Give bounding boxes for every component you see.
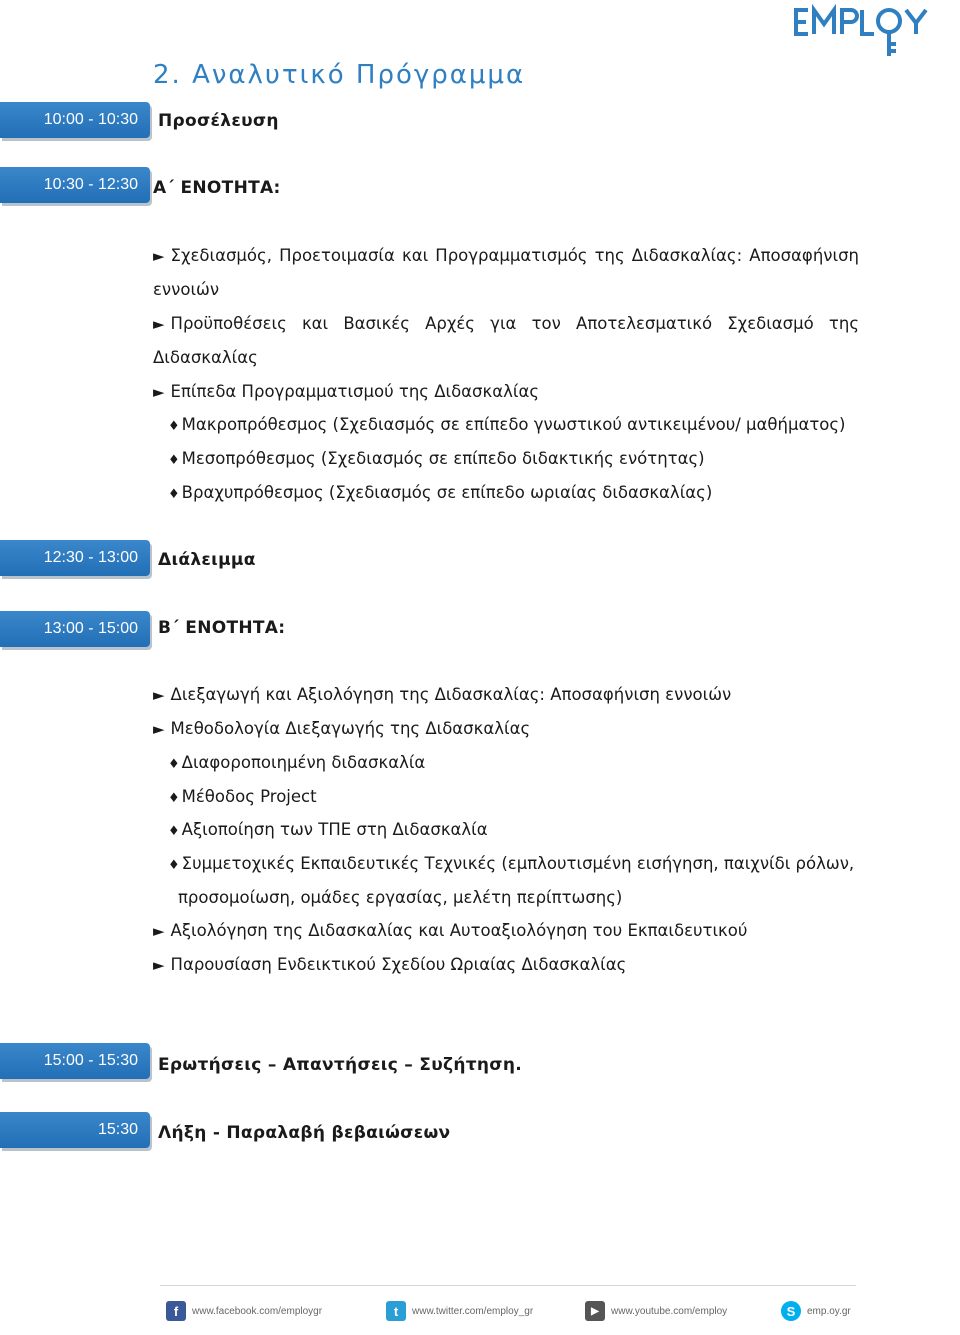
section-b-item-3: ► Αξιολόγηση της Διδασκαλίας και Αυτοαξιολόγηση του Εκπαιδευτικού xyxy=(153,921,748,940)
skype-icon: S xyxy=(781,1301,801,1321)
arrow-bullet-icon: ► xyxy=(153,922,165,940)
page-title: 2. Αναλυτικό Πρόγραμμα xyxy=(153,60,526,90)
section-b-sub-2: ♦ Μέθοδος Project xyxy=(168,787,317,806)
arrow-bullet-icon: ► xyxy=(153,956,165,974)
footer-youtube-link[interactable] xyxy=(585,1300,727,1322)
session-title-break: Διάλειμμα xyxy=(158,550,256,570)
session-title-arrival: Προσέλευση xyxy=(158,111,279,131)
footer-twitter-text: www.twitter.com/employ_gr xyxy=(412,1305,534,1317)
section-a-item-1: ► Σχεδιασμός, Προετοιμασία και Προγραμματισμός της Διδασκαλίας: Αποσαφήνιση xyxy=(153,246,859,265)
arrow-bullet-icon: ► xyxy=(153,247,165,265)
arrow-bullet-icon: ► xyxy=(153,686,165,704)
section-b-sub-4: ♦ Συμμετοχικές Εκπαιδευτικές Τεχνικές (εμπλουτισμένη εισήγηση, παιχνίδι ρόλων, xyxy=(168,854,855,873)
footer-skype-link[interactable] xyxy=(781,1300,851,1322)
arrow-bullet-icon: ► xyxy=(153,720,165,738)
footer-divider xyxy=(160,1285,856,1286)
time-slot-2: 10:30 - 12:30 xyxy=(0,167,150,203)
twitter-icon: t xyxy=(386,1301,406,1321)
section-b-item-2: ► Μεθοδολογία Διεξαγωγής της Διδασκαλίας xyxy=(153,719,531,738)
facebook-icon: f xyxy=(166,1301,186,1321)
section-a-sub-1: ♦ Μακροπρόθεσμος (Σχεδιασμός σε επίπεδο γνωστικού αντικειμένου/ μαθήματος) xyxy=(168,415,846,434)
section-a-item-2-cont: Διδασκαλίας xyxy=(153,348,258,367)
section-b-sub-3: ♦ Αξιοποίηση των ΤΠΕ στη Διδασκαλία xyxy=(168,820,488,839)
session-title-qa: Ερωτήσεις – Απαντήσεις – Συζήτηση. xyxy=(158,1055,522,1075)
section-a-item-1-cont: εννοιών xyxy=(153,280,220,299)
diamond-bullet-icon: ♦ xyxy=(168,419,180,434)
section-b-sub-1: ♦ Διαφοροποιημένη διδασκαλία xyxy=(168,753,426,772)
section-b-item-1: ► Διεξαγωγή και Αξιολόγηση της Διδασκαλίας: Αποσαφήνιση εννοιών xyxy=(153,685,732,704)
diamond-bullet-icon: ♦ xyxy=(168,757,180,772)
diamond-bullet-icon: ♦ xyxy=(168,453,180,468)
footer-twitter-link[interactable] xyxy=(386,1300,533,1322)
diamond-bullet-icon: ♦ xyxy=(168,858,180,873)
session-title-section-a: Α΄ ΕΝΟΤΗΤΑ: xyxy=(153,178,281,198)
section-a-item-3: ► Επίπεδα Προγραμματισμού της Διδασκαλίας xyxy=(153,382,540,401)
time-slot-6: 15:30 xyxy=(0,1112,150,1148)
footer-youtube-text: www.youtube.com/employ xyxy=(611,1305,728,1317)
section-b-item-4: ► Παρουσίαση Ενδεικτικού Σχεδίου Ωριαίας Διδασκαλίας xyxy=(153,955,627,974)
employ-logo xyxy=(794,4,956,60)
section-a-item-2: ► Προϋποθέσεις και Βασικές Αρχές για τον Αποτελεσματικό Σχεδιασμό της xyxy=(153,314,859,333)
diamond-bullet-icon: ♦ xyxy=(168,487,180,502)
arrow-bullet-icon: ► xyxy=(153,315,165,333)
time-slot-1: 10:00 - 10:30 xyxy=(0,102,150,138)
diamond-bullet-icon: ♦ xyxy=(168,791,180,806)
footer-facebook-text: www.facebook.com/employgr xyxy=(192,1305,323,1317)
time-slot-4: 13:00 - 15:00 xyxy=(0,611,150,647)
section-a-sub-2: ♦ Μεσοπρόθεσμος (Σχεδιασμός σε επίπεδο διδακτικής ενότητας) xyxy=(168,449,705,468)
time-slot-5: 15:00 - 15:30 xyxy=(0,1043,150,1079)
arrow-bullet-icon: ► xyxy=(153,383,165,401)
section-a-sub-3: ♦ Βραχυπρόθεσμος (Σχεδιασμός σε επίπεδο ωριαίας διδασκαλίας) xyxy=(168,483,713,502)
youtube-icon: ▶ xyxy=(585,1301,605,1321)
section-b-sub-4-cont: προσομοίωση, ομάδες εργασίας, μελέτη περίπτωσης) xyxy=(178,888,623,907)
session-title-closing: Λήξη - Παραλαβή βεβαιώσεων xyxy=(158,1123,451,1143)
time-slot-3: 12:30 - 13:00 xyxy=(0,540,150,576)
footer-skype-text: emp.oy.gr xyxy=(807,1305,851,1317)
session-title-section-b: Β΄ ΕΝΟΤΗΤΑ: xyxy=(158,618,286,638)
footer-facebook-link[interactable] xyxy=(166,1300,322,1322)
diamond-bullet-icon: ♦ xyxy=(168,824,180,839)
